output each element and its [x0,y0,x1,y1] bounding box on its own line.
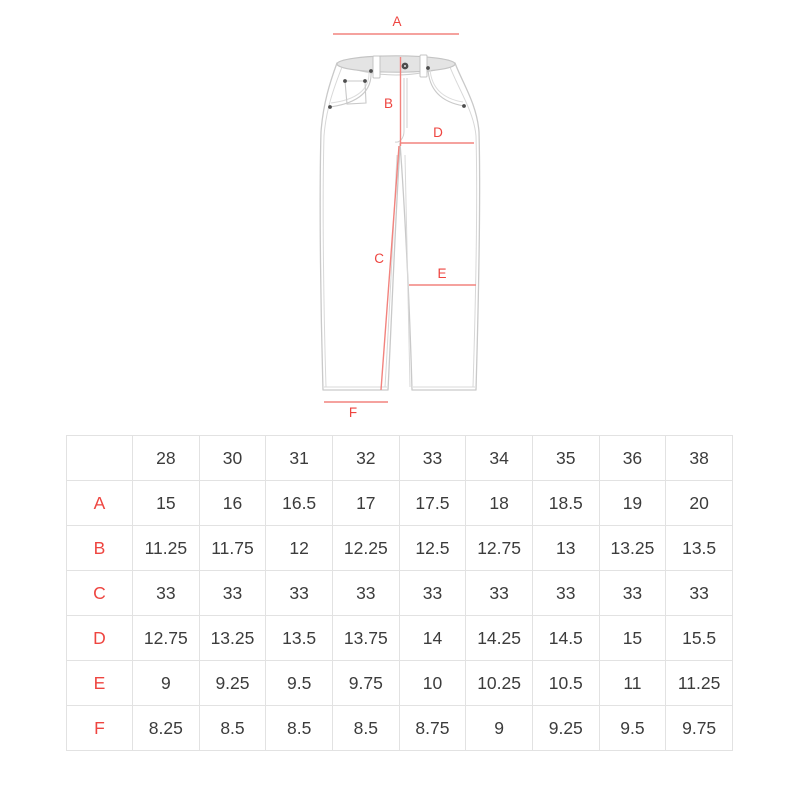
size-cell: 17 [332,481,399,526]
size-cell: 11.25 [133,526,200,571]
measure-label-a: A [392,14,402,29]
size-cell: 8.5 [332,706,399,751]
size-cell: 15 [599,616,666,661]
measure-label-c: C [374,251,384,266]
size-cell: 9.25 [199,661,266,706]
table-row [67,706,733,751]
size-table-body [67,481,733,751]
size-cell: 9.75 [332,661,399,706]
size-cell: 15.5 [666,616,733,661]
size-header-row [67,436,733,481]
size-cell: 19 [599,481,666,526]
size-cell: 11.25 [666,661,733,706]
size-cell: 12.75 [466,526,533,571]
size-cell: 9.75 [666,706,733,751]
size-cell: 20 [666,481,733,526]
size-cell: 13.5 [666,526,733,571]
size-cell: 33 [466,571,533,616]
size-cell: 8.75 [399,706,466,751]
size-cell: 33 [599,571,666,616]
size-cell: 12.25 [332,526,399,571]
row-label-e: E [67,661,133,706]
size-cell: 11 [599,661,666,706]
size-cell: 13.25 [599,526,666,571]
size-column-header: 34 [466,436,533,481]
size-cell: 8.5 [199,706,266,751]
size-cell: 9 [133,661,200,706]
table-row [67,616,733,661]
measure-label-d: D [433,125,443,140]
size-cell: 33 [532,571,599,616]
measure-label-e: E [437,266,447,281]
size-cell: 12.5 [399,526,466,571]
size-column-header: 36 [599,436,666,481]
table-row [67,661,733,706]
size-cell: 12 [266,526,333,571]
size-cell: 10.25 [466,661,533,706]
size-cell: 13.25 [199,616,266,661]
size-cell: 9.25 [532,706,599,751]
size-cell: 33 [332,571,399,616]
waist-button-center [404,65,406,67]
size-cell: 15 [133,481,200,526]
size-cell: 18 [466,481,533,526]
size-cell: 33 [133,571,200,616]
row-label-b: B [67,526,133,571]
size-column-header: 31 [266,436,333,481]
size-cell: 33 [266,571,333,616]
size-column-header: 28 [133,436,200,481]
size-cell: 9.5 [266,661,333,706]
size-cell: 33 [199,571,266,616]
size-cell: 8.25 [133,706,200,751]
size-cell: 14 [399,616,466,661]
row-label-c: C [67,571,133,616]
corner-cell [67,436,133,481]
waist-opening [337,56,455,72]
size-cell: 16.5 [266,481,333,526]
size-cell: 12.75 [133,616,200,661]
size-cell: 9.5 [599,706,666,751]
size-cell: 8.5 [266,706,333,751]
size-cell: 13.75 [332,616,399,661]
size-cell: 14.5 [532,616,599,661]
measure-label-b: B [383,96,393,111]
size-cell: 13 [532,526,599,571]
row-label-a: A [67,481,133,526]
size-cell: 17.5 [399,481,466,526]
measure-label-f: F [348,405,358,420]
size-cell: 33 [399,571,466,616]
table-row [67,571,733,616]
size-column-header: 30 [199,436,266,481]
size-cell: 14.25 [466,616,533,661]
table-row [67,481,733,526]
row-label-f: F [67,706,133,751]
size-cell: 9 [466,706,533,751]
size-column-header: 33 [399,436,466,481]
size-cell: 16 [199,481,266,526]
size-cell: 11.75 [199,526,266,571]
size-cell: 10 [399,661,466,706]
row-label-d: D [67,616,133,661]
size-cell: 13.5 [266,616,333,661]
size-cell: 18.5 [532,481,599,526]
size-chart-table [66,435,733,751]
size-cell: 10.5 [532,661,599,706]
size-cell: 33 [666,571,733,616]
size-column-header: 38 [666,436,733,481]
table-row [67,526,733,571]
size-column-header: 35 [532,436,599,481]
size-column-header: 32 [332,436,399,481]
